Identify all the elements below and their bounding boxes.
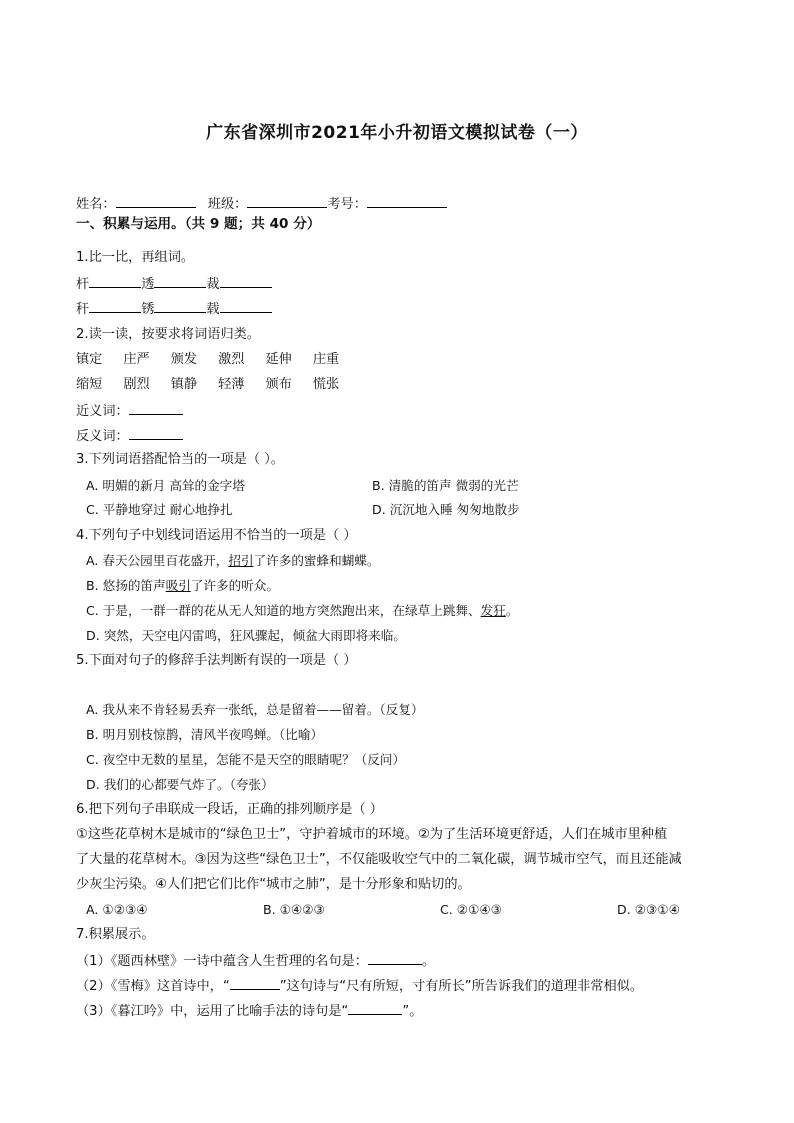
antonym-line	[76, 426, 183, 446]
option-c[interactable]: C. 平静地穿过 耐心地挣扎	[86, 502, 233, 517]
sub-question-text: ”这句诗与“尺有所短，寸有所长”所告诉我们的道理非常相似。	[279, 979, 644, 994]
option-b[interactable]: B. 明月别枝惊鹊，清风半夜鸣蝉。（比喻）	[86, 727, 324, 742]
question-6-paragraph-line: 少灰尘污染。④人们把它们比作“城市之肺”，是十分形象和贴切的。	[76, 877, 471, 892]
antonym-label: 反义词：	[76, 429, 129, 444]
option-c[interactable]: C. ②①④③	[440, 902, 502, 917]
page-title: 广东省深圳市2021年小升初语文模拟试卷（一）	[206, 123, 588, 143]
word: 缩短	[76, 377, 103, 392]
word: 延伸	[265, 352, 292, 367]
option-text: B. 悠扬的笛声	[86, 578, 166, 593]
option-d[interactable]: D. ②③①④	[617, 902, 680, 917]
word: 庄严	[123, 352, 150, 367]
name-label: 姓名：	[76, 197, 116, 212]
underlined-word: 招引	[228, 553, 254, 568]
sub-question-text: （1）《题西林壁》一诗中蕴含人生哲理的名句是：	[76, 954, 368, 969]
word: 慌张	[312, 377, 340, 392]
synonym-line	[76, 401, 183, 421]
question-6-paragraph-line: ①这些花草树木是城市的“绿色卫士”，守护着城市的环境。②为了生活环境更舒适，人们在城市里种植	[76, 827, 668, 842]
class-label: 班级：	[207, 197, 248, 212]
option-text: C. 于是，一群一群的花从无人知道的地方突然跑出来，在绿草上跳舞、	[86, 603, 481, 618]
word: 轻薄	[218, 377, 245, 392]
option-a[interactable]: A. 我从来不肯轻易丢弃一张纸，总是留着——留着。（反复）	[86, 702, 424, 717]
option-b[interactable]: B. ①④②③	[263, 902, 325, 917]
option-a[interactable]: A. 明媚的新月 高耸的金字塔	[86, 478, 245, 493]
answer-blank[interactable]	[220, 274, 272, 288]
answer-blank[interactable]	[348, 1001, 402, 1015]
question-2-stem: 2.读一读，按要求将词语归类。	[76, 327, 261, 342]
word: 颁发	[170, 352, 198, 367]
char: 裁	[206, 277, 220, 292]
char: 锈	[141, 302, 155, 317]
sub-question-text: ”。	[402, 1004, 423, 1019]
question-4-stem: 4.下列句子中划线词语运用不恰当的一项是（ ）	[76, 528, 357, 543]
number-field[interactable]	[367, 194, 447, 208]
answer-blank[interactable]	[154, 274, 206, 288]
question-7-sub-2	[76, 976, 643, 996]
question-1-row2	[76, 299, 272, 319]
char: 秆	[76, 302, 90, 317]
answer-blank[interactable]	[154, 299, 206, 313]
sub-question-text: 。	[421, 954, 436, 969]
section-heading: 一、积累与运用。（共 9 题；共 40 分）	[76, 216, 321, 232]
word: 颁布	[265, 377, 292, 392]
char: 杆	[76, 277, 90, 292]
char: 透	[141, 277, 155, 292]
option-text: A. 春天公园里百花盛开，	[86, 553, 229, 568]
answer-blank[interactable]	[368, 951, 422, 965]
option-d[interactable]: D. 沉沉地入睡 匆匆地散步	[372, 502, 520, 517]
answer-blank[interactable]	[89, 274, 141, 288]
question-7-sub-1	[76, 951, 435, 971]
answer-blank[interactable]	[220, 299, 272, 313]
question-2-words-row2	[76, 376, 360, 394]
name-field[interactable]	[116, 194, 196, 208]
word: 激烈	[218, 352, 245, 367]
answer-blank[interactable]	[230, 976, 280, 990]
option-text: 。	[505, 603, 519, 618]
word: 庄重	[312, 352, 340, 367]
synonym-blank[interactable]	[129, 401, 183, 415]
option-b[interactable]	[86, 577, 279, 595]
question-1-stem: 1.比一比，再组词。	[76, 250, 195, 265]
option-text: 了许多的蜜蜂和蝴蝶。	[253, 553, 380, 568]
option-a[interactable]	[86, 552, 379, 570]
underlined-word: 吸引	[165, 578, 191, 593]
question-6-paragraph-line: 了大量的花草树木。③因为这些“绿色卫士”，不仅能吸收空气中的二氧化碳，调节城市空气，而且还能减	[76, 852, 682, 867]
number-label: 考号：	[327, 197, 367, 212]
underlined-word: 发狂	[480, 603, 506, 618]
synonym-label: 近义词：	[76, 404, 129, 419]
question-6-stem: 6.把下列句子串联成一段话，正确的排列顺序是（ ）	[76, 802, 383, 817]
word: 镇定	[76, 352, 103, 367]
option-c[interactable]: C. 夜空中无数的星星，怎能不是天空的眼睛呢？（反问）	[86, 752, 406, 767]
sub-question-text: （2）《雪梅》这首诗中，“	[76, 979, 230, 994]
word: 剧烈	[123, 377, 150, 392]
option-d[interactable]: D. 我们的心都要气炸了。（夸张）	[86, 777, 274, 792]
sub-question-text: （3）《暮江吟》中，运用了比喻手法的诗句是“	[76, 1004, 349, 1019]
option-d[interactable]: D. 突然，天空电闪雷鸣，狂风骤起，倾盆大雨即将来临。	[86, 628, 406, 643]
question-1-row1	[76, 274, 272, 294]
question-7-sub-3	[76, 1001, 422, 1021]
question-5-stem: 5.下面对句子的修辞手法判断有误的一项是（ ）	[76, 653, 357, 668]
question-2-words-row1	[76, 351, 360, 369]
antonym-blank[interactable]	[129, 426, 183, 440]
class-field[interactable]	[247, 194, 327, 208]
option-a[interactable]: A. ①②③④	[86, 902, 148, 917]
question-7-stem: 7.积累展示。	[76, 927, 155, 942]
char: 载	[206, 302, 220, 317]
word: 镇静	[170, 377, 198, 392]
option-text: 了许多的听众。	[190, 578, 279, 593]
answer-blank[interactable]	[89, 299, 141, 313]
option-c[interactable]	[86, 602, 518, 620]
question-3-stem: 3.下列词语搭配恰当的一项是（ ）。	[76, 452, 284, 467]
student-info	[76, 194, 447, 214]
option-b[interactable]: B. 清脆的笛声 微弱的光芒	[372, 478, 519, 493]
